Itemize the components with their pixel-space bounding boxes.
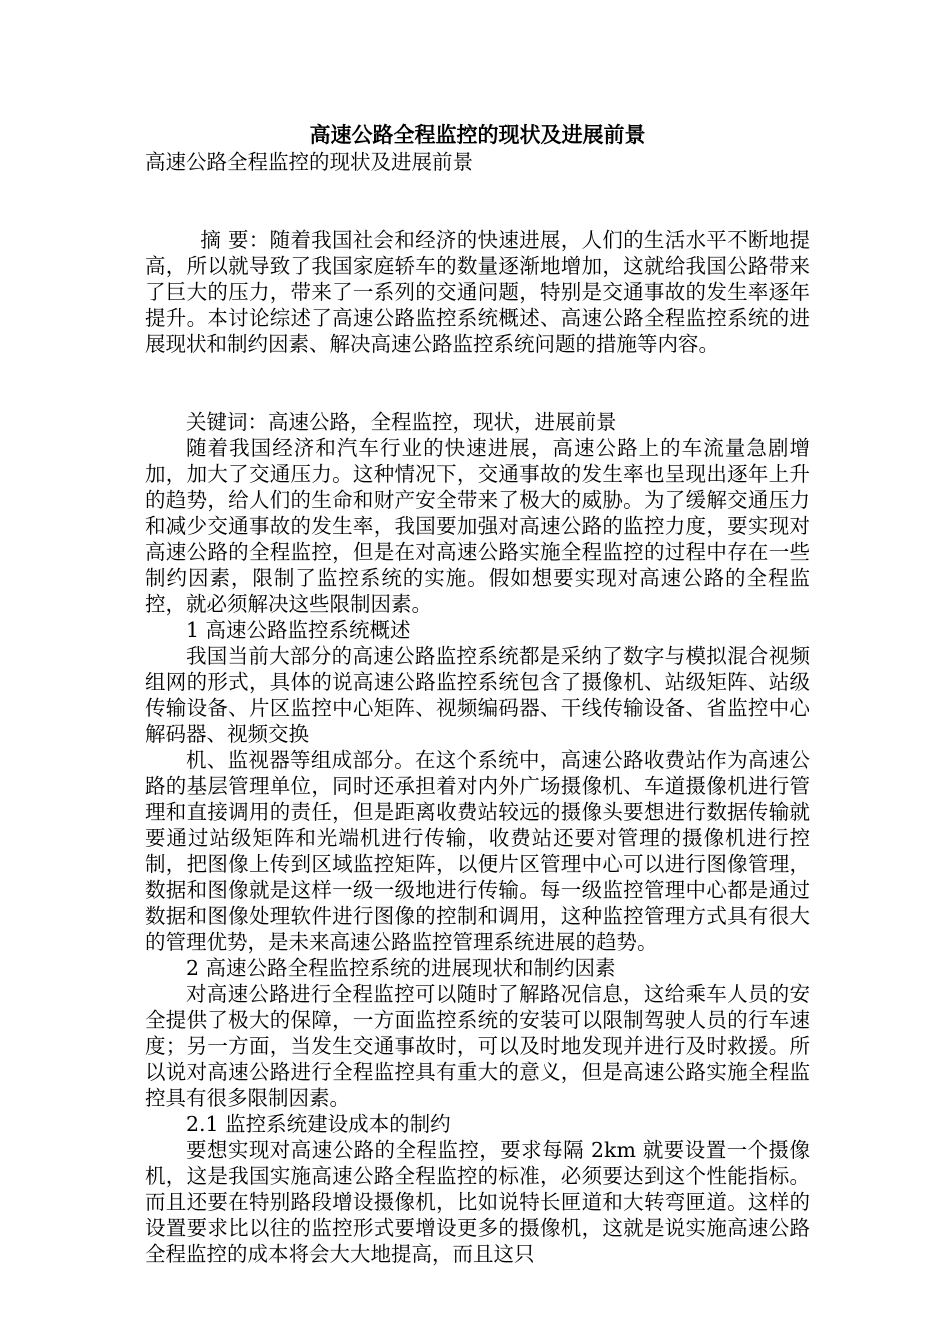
section-2-1-paragraph: 要想实现对高速公路的全程监控，要求每隔 2km 就要设置一个摄像机，这是我国实施高速公路全程监控的标准，必须要达到这个性能指标。而且还要在特别路段增设摄像机，比如说特长匣道和大转弯匣道。这样的设置要求比以往的监控形式要增设更多的摄像机，这就是说实施高速公路全程监控的成本将会大大地提高，而且这只 xyxy=(145,1138,810,1266)
section-2-paragraph: 对高速公路进行全程监控可以随时了解路况信息，这给乘车人员的安全提供了极大的保障，一方面监控系统的安装可以限制驾驶人员的行车速度；另一方面，当发生交通事故时，可以及时地发现并进行及时救援。所以说对高速公路进行全程监控具有重大的意义，但是高速公路实施全程监控具有很多限制因素。 xyxy=(145,982,810,1110)
section-1-paragraph-a: 我国当前大部分的高速公路监控系统都是采纳了数字与模拟混合视频组网的形式，具体的说高速公路监控系统包含了摄像机、站级矩阵、站级传输设备、片区监控中心矩阵、视频编码器、干线传输设备、省监控中心解码器、视频交换 xyxy=(145,644,810,746)
document-subtitle: 高速公路全程监控的现状及进展前景 xyxy=(145,150,473,174)
section-heading-1: 1 高速公路监控系统概述 xyxy=(186,618,411,642)
section-heading-2-1: 2.1 监控系统建设成本的制约 xyxy=(186,1112,451,1136)
section-1-paragraph-b: 机、监视器等组成部分。在这个系统中，高速公路收费站作为高速公路的基层管理单位，同时还承担着对内外广场摄像机、车道摄像机进行管理和直接调用的责任，但是距离收费站较远的摄像头要想进行数据传输就要通过站级矩阵和光端机进行传输，收费站还要对管理的摄像机进行控制，把图像上传到区域监控矩阵，以便片区管理中心可以进行图像管理，数据和图像就是这样一级一级地进行传输。每一级监控管理中心都是通过数据和图像处理软件进行图像的控制和调用，这种监控管理方式具有很大的管理优势，是未来高速公路监控管理系统进展的趋势。 xyxy=(145,748,810,954)
section-heading-2: 2 高速公路全程监控系统的进展现状和制约因素 xyxy=(186,956,616,980)
abstract-paragraph: 摘 要：随着我国社会和经济的快速进展，人们的生活水平不断地提高，所以就导致了我国家庭轿车的数量逐渐地增加，这就给我国公路带来了巨大的压力，带来了一系列的交通问题，特别是交通事故的发生率逐年提升。本讨论综述了高速公路监控系统概述、高速公路全程监控系统的进展现状和制约因素、解决高速公路监控系统问题的措施等内容。 xyxy=(145,228,810,356)
spacer xyxy=(145,357,810,409)
document-page xyxy=(145,121,810,1267)
spacer xyxy=(145,175,810,227)
intro-paragraph: 随着我国经济和汽车行业的快速进展，高速公路上的车流量急剧增加，加大了交通压力。这种情况下，交通事故的发生率也呈现出逐年上升的趋势，给人们的生命和财产安全带来了极大的威胁。为了缓解交通压力和减少交通事故的发生率，我国要加强对高速公路的监控力度，要实现对高速公路的全程监控，但是在对高速公路实施全程监控的过程中存在一些制约因素，限制了监控系统的实施。假如想要实现对高速公路的全程监控，就必须解决这些限制因素。 xyxy=(145,436,810,616)
document-title: 高速公路全程监控的现状及进展前景 xyxy=(309,122,646,147)
keywords-line: 关键词：高速公路，全程监控，现状，进展前景 xyxy=(186,410,617,434)
